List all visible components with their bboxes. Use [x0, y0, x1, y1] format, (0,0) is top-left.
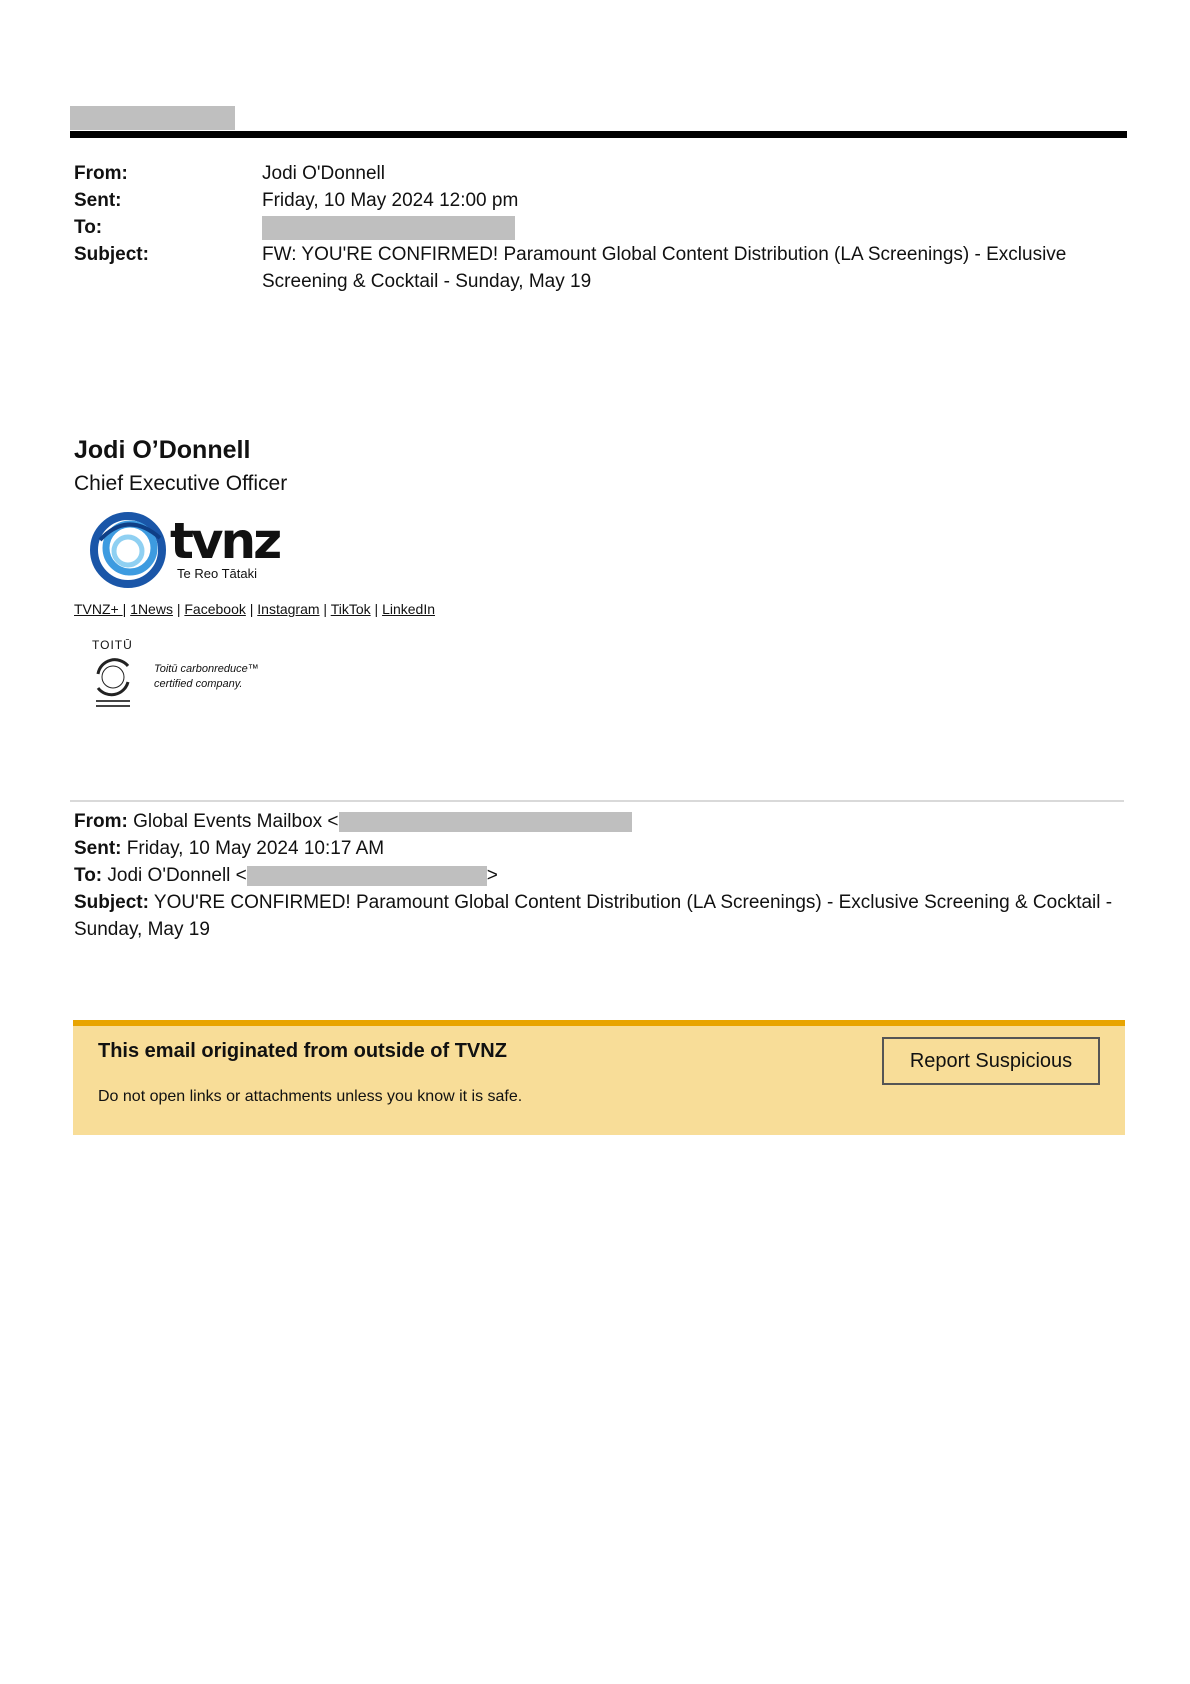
toitu-brand: TOITŪ — [92, 638, 133, 652]
link-facebook[interactable]: Facebook — [184, 601, 246, 617]
forwarded-header — [74, 808, 1124, 943]
link-tiktok[interactable]: TikTok — [330, 601, 371, 617]
warning-body: Do not open links or attachments unless you know it is safe. — [98, 1088, 523, 1105]
fwd-from-label: From: — [74, 811, 128, 832]
fwd-to-value: Jodi O'Donnell < — [107, 865, 247, 886]
header-subject-row — [74, 241, 1124, 295]
forward-separator — [70, 800, 1124, 802]
carbon-reduce-seal-icon — [88, 652, 138, 714]
toitu-certification — [88, 638, 278, 713]
header-sent-row — [74, 187, 1124, 214]
link-tvnz-plus[interactable]: TVNZ+ — [74, 601, 123, 617]
to-value-redacted — [262, 214, 1124, 241]
from-label: From: — [74, 163, 128, 184]
logo-tagline: Te Reo Tātaki — [177, 566, 257, 581]
toitu-cert-text — [154, 662, 259, 692]
sent-value: Friday, 10 May 2024 12:00 pm — [262, 190, 519, 211]
from-value: Jodi O'Donnell — [262, 163, 385, 184]
subject-label: Subject: — [74, 244, 149, 265]
fwd-subject-row — [74, 889, 1124, 943]
fwd-from-row — [74, 808, 1124, 835]
report-suspicious-button[interactable]: Report Suspicious — [882, 1037, 1100, 1085]
redacted-to-address — [247, 866, 487, 886]
tvnz-logo — [90, 510, 290, 590]
header-to-row — [74, 214, 1124, 241]
logo-wordmark: tvnz — [170, 512, 280, 570]
fwd-sent-label: Sent: — [74, 838, 122, 859]
sent-label: Sent: — [74, 190, 122, 211]
external-email-warning — [73, 1020, 1125, 1135]
tvnz-swirl-icon — [90, 510, 170, 590]
fwd-to-label: To: — [74, 865, 103, 886]
toitu-cert-line2: certified company. — [154, 678, 243, 690]
header-from-row — [74, 160, 1124, 187]
warning-title: This email originated from outside of TVNZ — [98, 1040, 507, 1062]
fwd-from-value: Global Events Mailbox < — [133, 811, 339, 832]
toitu-cert-line1: Toitū carbonreduce™ — [154, 663, 259, 675]
fwd-to-close: > — [486, 865, 498, 886]
to-label: To: — [74, 217, 103, 238]
fwd-subject-label: Subject: — [74, 892, 149, 913]
signature-title: Chief Executive Officer — [74, 472, 288, 495]
fwd-sent-value: Friday, 10 May 2024 10:17 AM — [126, 838, 385, 859]
subject-value: FW: YOU'RE CONFIRMED! Paramount Global Content Distribution (LA Screenings) - Exclusive Screening & Cocktail - Sunday, May 19 — [262, 244, 1067, 292]
link-1news[interactable]: 1News — [130, 601, 173, 617]
redacted-from-address — [339, 812, 632, 832]
social-links: TVNZ+ | 1News | Facebook | Instagram | TikTok | LinkedIn — [74, 601, 435, 617]
fwd-sent-row — [74, 835, 1124, 862]
redacted-sender-block — [70, 106, 235, 130]
email-header — [74, 160, 1124, 295]
fwd-to-row — [74, 862, 1124, 889]
link-linkedin[interactable]: LinkedIn — [382, 601, 435, 617]
fwd-subject-value: YOU'RE CONFIRMED! Paramount Global Content Distribution (LA Screenings) - Exclusive Screening & Cocktail - Sunday, May 19 — [74, 892, 1113, 940]
link-instagram[interactable]: Instagram — [257, 601, 320, 617]
signature-name: Jodi O’Donnell — [74, 436, 251, 464]
header-divider-bar — [70, 131, 1127, 138]
